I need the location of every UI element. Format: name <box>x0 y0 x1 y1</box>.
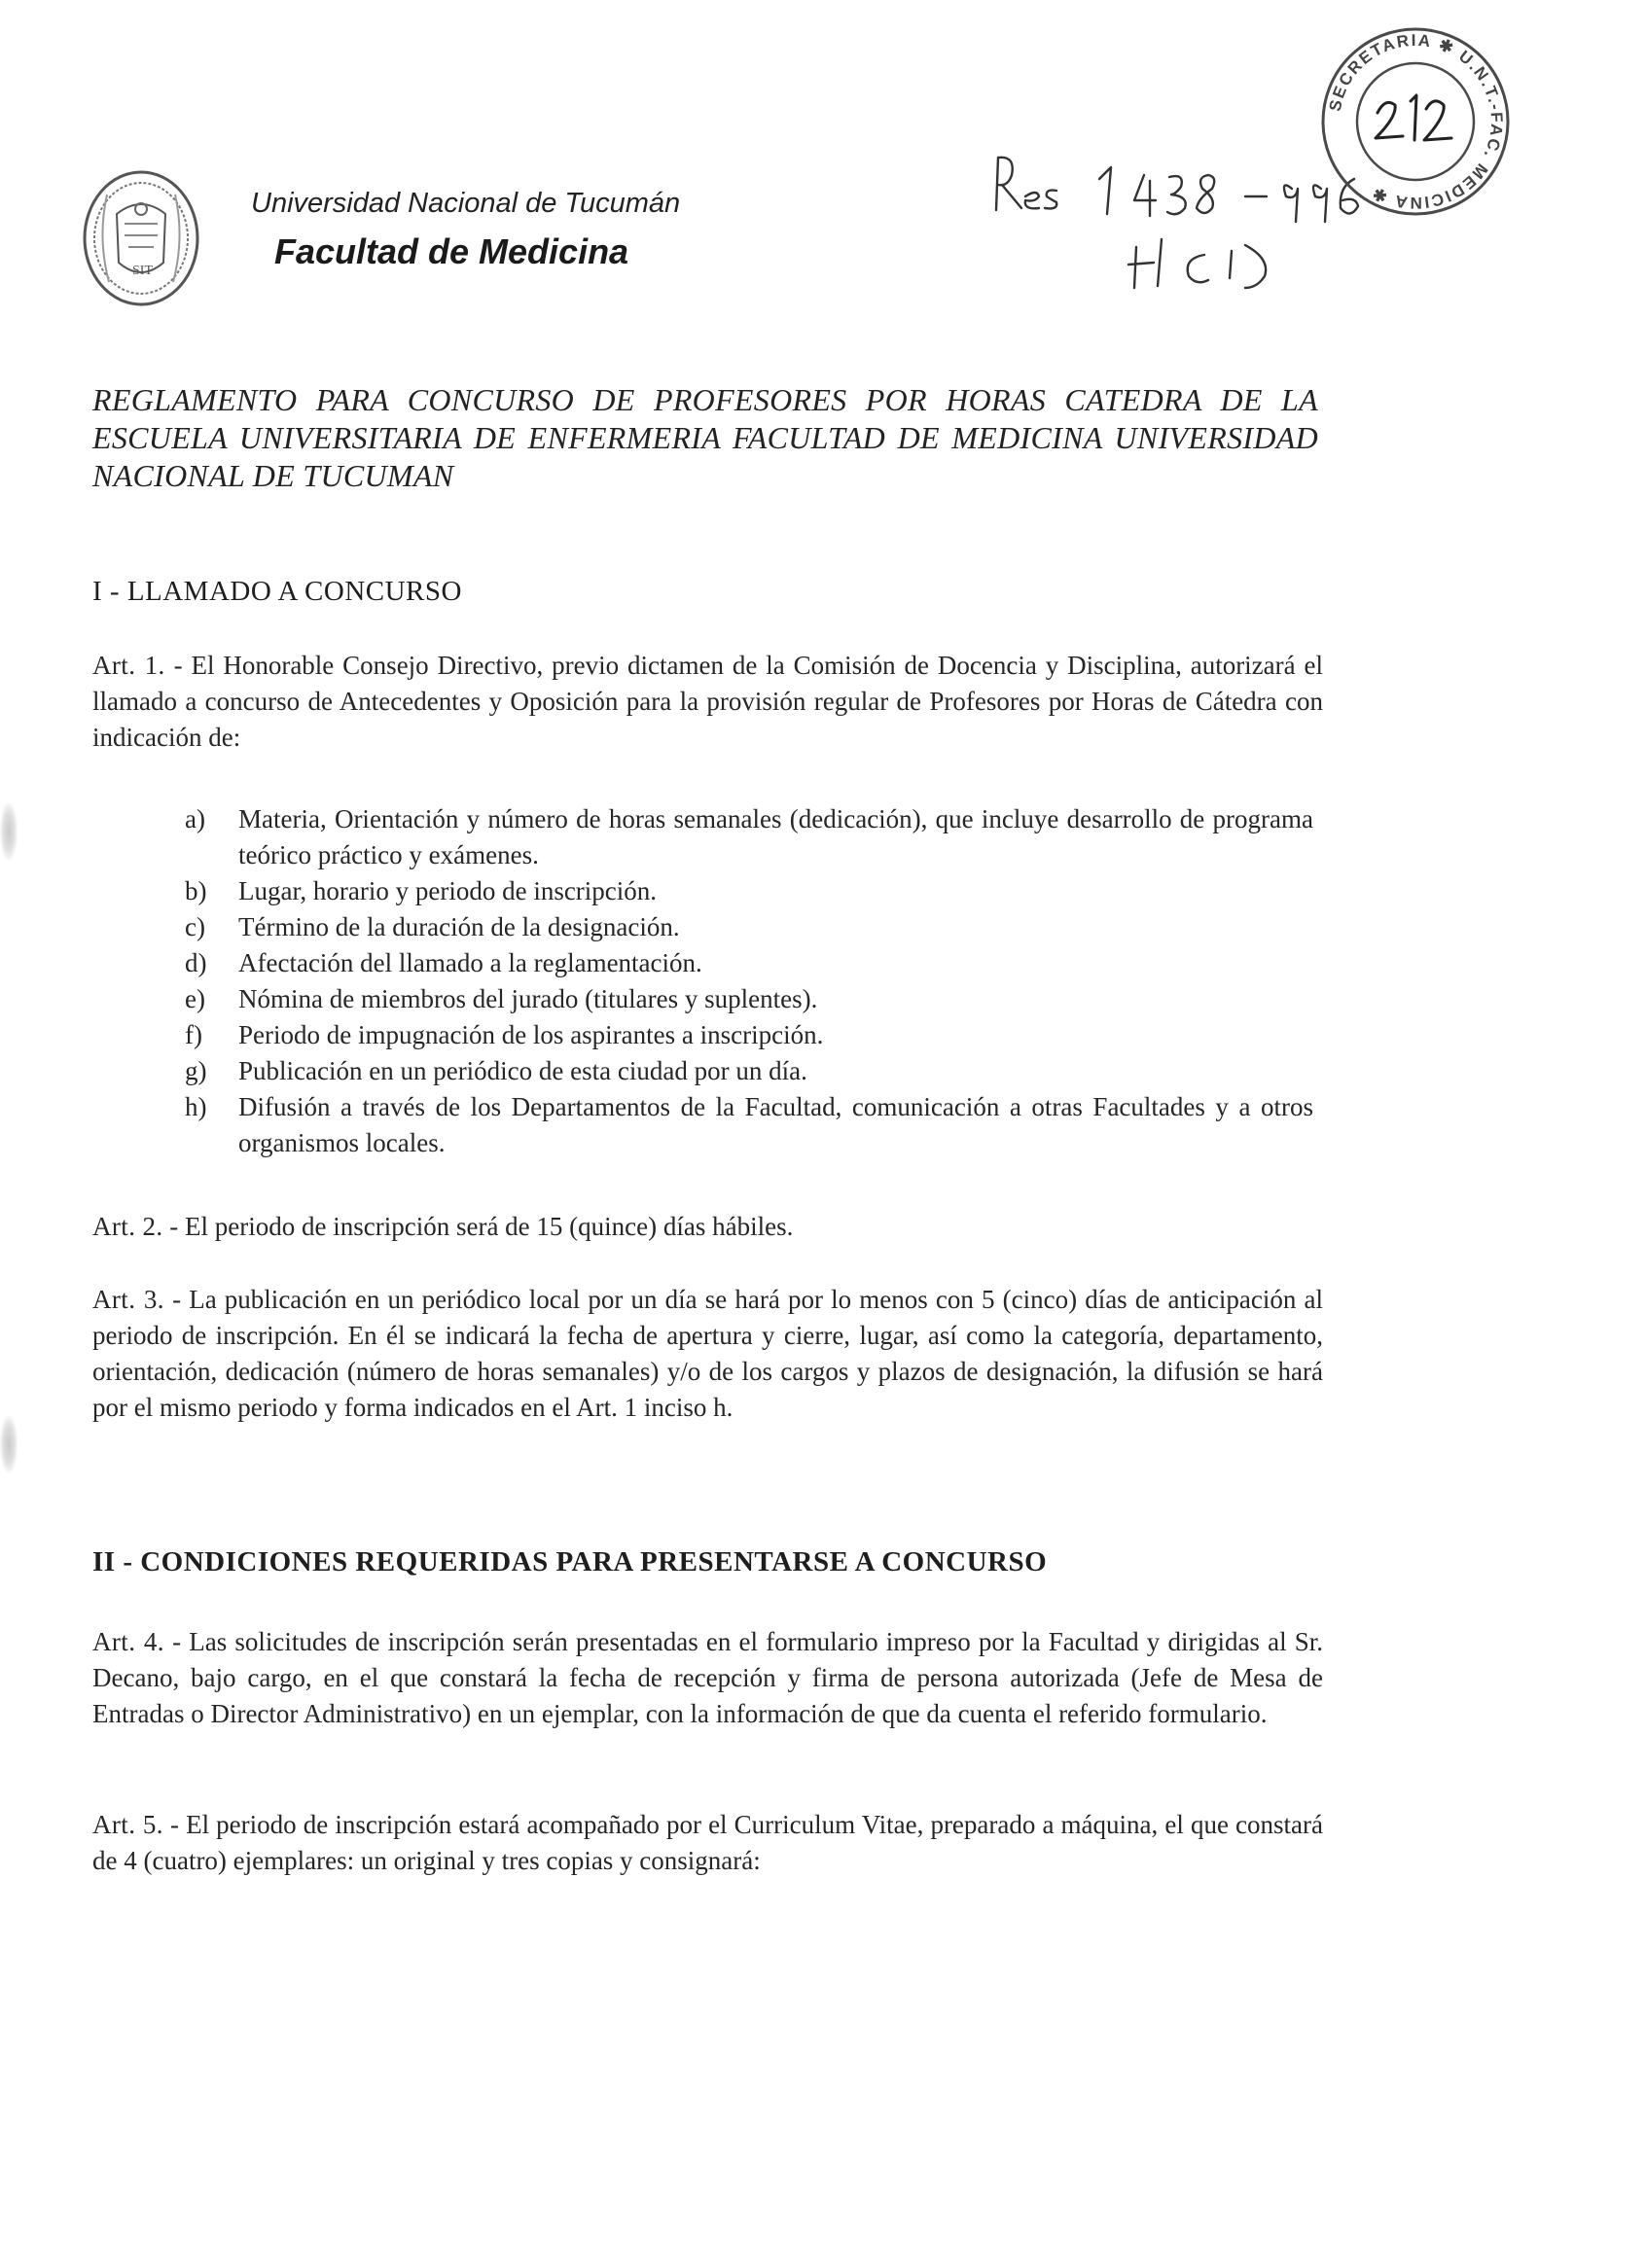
list-item: c) Término de la duración de la designación. <box>185 912 680 941</box>
faculty-name: Facultad de Medicina <box>274 231 629 271</box>
list-item: d) Afectación del llamado a la reglamentación. <box>185 948 702 977</box>
document-title: REGLAMENTO PARA CONCURSO DE PROFESORES POR HORAS CATEDRA DE LA ESCUELA UNIVERSITARIA DE ENFERMERIA FACULTAD DE MEDICINA UNIVERSIDAD NACIONAL DE TUCUMAN <box>92 382 1318 493</box>
secretaria-seal-stamp <box>1313 19 1518 224</box>
list-item: b) Lugar, horario y periodo de inscripción. <box>185 876 658 905</box>
section-heading-llamado: I - LLAMADO A CONCURSO <box>92 576 462 607</box>
article-3 <box>92 1282 1323 1426</box>
article-1 <box>92 648 1323 756</box>
article-3-text: - La publicación en un periódico local por un día se hará por lo menos con 5 (cinco) días de anticipación al periodo de inscripción. En él se indicará la fecha de apertura y cierre, lugar, así como la categoría, departamento, orientación, dedicación (número de horas semanales) y/o de los cargos y plazos de designación, la difusión se hará por el mismo periodo y forma indicados en el Art. 1 inciso h. <box>92 1285 1324 1422</box>
list-item: h) Difusión a través de los Departamentos de la Facultad, comunicación a otras Facultades y a otros organismos locales. <box>185 1092 1313 1157</box>
article-1-label: Art. 1. <box>92 651 165 680</box>
list-item: a) Materia, Orientación y número de horas semanales (dedicación), que incluye desarrollo de programa teórico práctico y exámenes. <box>185 804 1313 869</box>
scan-artifact <box>0 1415 18 1473</box>
list-item: f) Periodo de impugnación de los aspirantes a inscripción. <box>185 1020 824 1049</box>
article-4-label: Art. 4. <box>92 1627 164 1656</box>
article-4 <box>92 1624 1323 1732</box>
article-1-text: - El Honorable Consejo Directivo, previo dictamen de la Comisión de Docencia y Disciplina, autorizará el llamado a concurso de Antecedentes y Oposición para la provisión regular de Profesores por Horas de Cátedra con indicación de: <box>92 651 1323 752</box>
svg-text:SIT: SIT <box>132 264 153 278</box>
article-5 <box>92 1807 1323 1879</box>
article-5-label: Art. 5. <box>92 1810 163 1839</box>
svg-text:SECRETARIA ✱ U.N.T.-FAC. MEDIC: SECRETARIA ✱ U.N.T.-FAC. MEDICINA ✱ <box>1325 30 1507 213</box>
article-4-text: - Las solicitudes de inscripción serán presentadas en el formulario impreso por la Facultad y dirigidas al Sr. Decano, bajo cargo, en el que constará la fecha de recepción y firma de persona autorizada (Jefe de Mesa de Entradas o Director Administrativo) en un ejemplar, con la información de que da cuenta el referido formulario. <box>92 1627 1323 1728</box>
article-3-label: Art. 3. <box>92 1285 164 1314</box>
article-1-item-list <box>185 801 1313 1161</box>
article-2 <box>92 1209 1323 1245</box>
article-5-text: - El periodo de inscripción estará acompañado por el Curriculum Vitae, preparado a máquina, el que constará de 4 (cuatro) ejemplares: un original y tres copias y consignará: <box>92 1810 1323 1875</box>
university-crest-logo <box>78 165 204 311</box>
section-heading-condiciones: II - CONDICIONES REQUERIDAS PARA PRESENTARSE A CONCURSO <box>92 1546 1048 1577</box>
university-name: Universidad Nacional de Tucumán <box>251 188 681 219</box>
list-item: e) Nómina de miembros del jurado (titulares y suplentes). <box>185 984 818 1013</box>
article-2-text: - El periodo de inscripción será de 15 (quince) días hábiles. <box>162 1212 794 1241</box>
scan-artifact <box>0 802 18 861</box>
list-item: g) Publicación en un periódico de esta ciudad por un día. <box>185 1056 807 1085</box>
article-2-label: Art. 2. <box>92 1212 163 1241</box>
